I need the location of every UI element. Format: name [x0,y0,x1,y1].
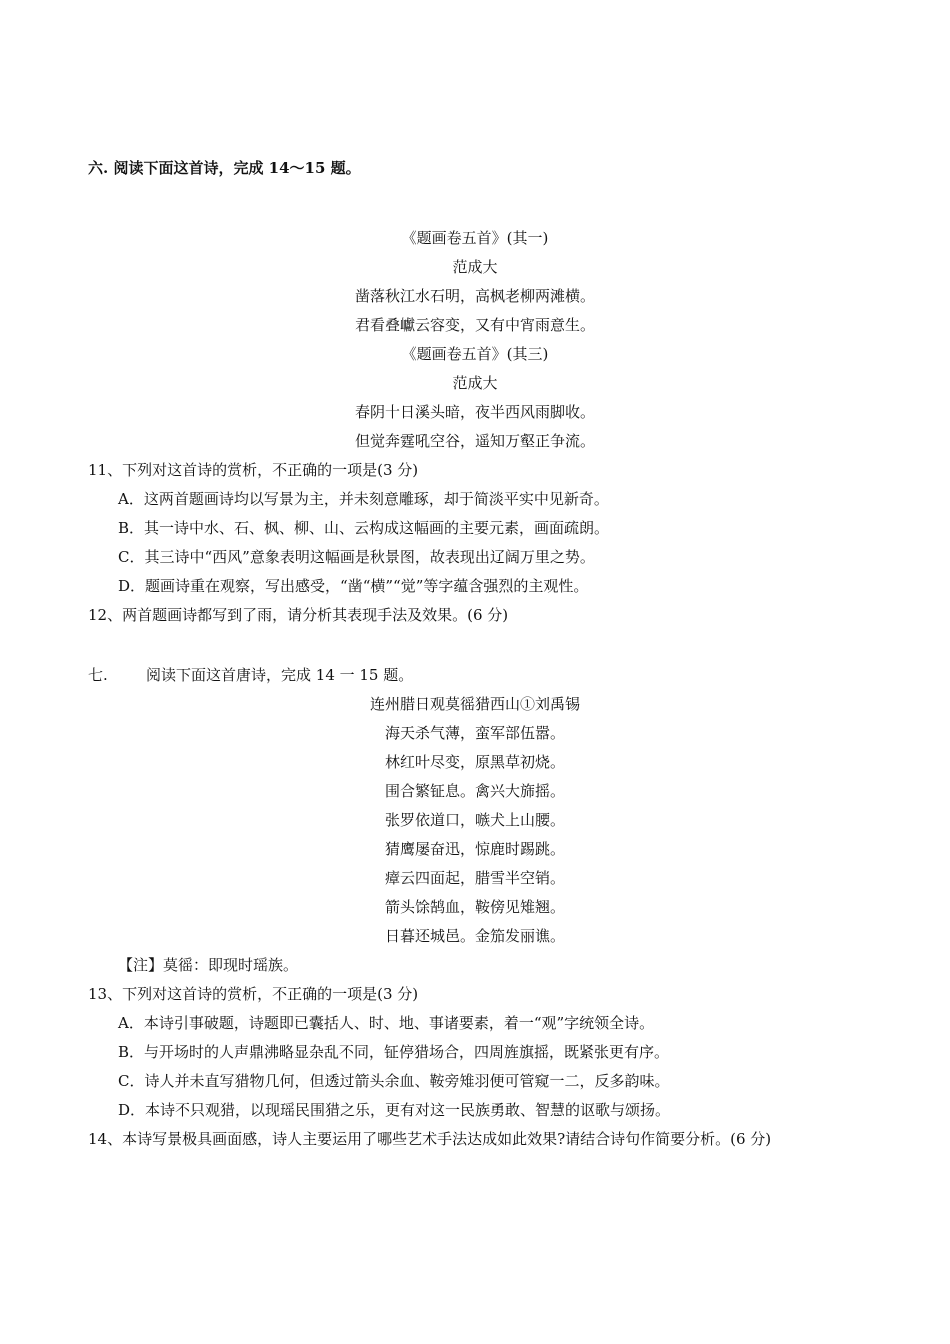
question-13-option-b: B．与开场时的人声鼎沸略显杂乱不同，钲停猎场合，四周旌旗摇，既紧张更有序。 [118,1043,670,1061]
tang-poem-line: 围合繁钲息。禽兴大旆摇。 [384,782,565,800]
poem1-line: 凿落秋江水石明，高枫老柳两滩横。 [354,287,595,305]
poem2-line: 春阴十日溪头暗，夜半西风雨脚收。 [354,403,595,421]
question-12: 12、两首题画诗都写到了雨，请分析其表现手法及效果。(6 分) [88,606,509,624]
question-11-option-d: D．题画诗重在观察，写出感受，“凿“横”“觉”等字蕴含强烈的主观性。 [118,577,589,595]
question-11-option-c: C．其三诗中“西风”意象表明这幅画是秋景图，故表现出辽阔万里之势。 [118,548,595,566]
poem-note: 【注】莫徭：即现时瑶族。 [118,956,299,974]
question-11-option-b: B．其一诗中水、石、枫、柳、山、云构成这幅画的主要元素，画面疏朗。 [118,519,610,537]
question-11-option-a: A．这两首题画诗均以写景为主，并未刻意雕琢，却于简淡平实中见新奇。 [118,490,609,508]
tang-poem-line: 张罗依道口，嗾犬上山腰。 [384,811,565,829]
tang-poem-line: 猜鹰屡奋迅，惊鹿时踢跳。 [384,840,565,858]
poem2-title: 《题画卷五首》(其三) [401,345,549,363]
poem2-author: 范成大 [452,374,498,392]
question-13-stem: 13、下列对这首诗的赏析，不正确的一项是(3 分) [88,985,419,1003]
poem1-line: 君看叠巘云容变，又有中宵雨意生。 [354,316,595,334]
tang-poem-title: 连州腊日观莫徭猎西山①刘禹锡 [369,695,580,713]
tang-poem-line: 海天杀气薄，蛮军部伍嚣。 [384,724,565,742]
poem1-author: 范成大 [452,258,498,276]
question-13-option-c: C．诗人并未直写猎物几何，但透过箭头余血、鞍旁雉羽便可管窥一二，反多韵味。 [118,1072,670,1090]
tang-poem-line: 林红叶尽变，原黑草初烧。 [384,753,565,771]
section-seven-heading [88,665,413,685]
tang-poem-line: 瘴云四面起，腊雪半空销。 [384,869,565,887]
section-seven-heading-text: 阅读下面这首唐诗，完成 14 一 15 题。 [146,666,414,684]
poem2-line: 但觉奔霆吼空谷，遥知万壑正争流。 [354,432,595,450]
question-14: 14、本诗写景极具画面感，诗人主要运用了哪些艺术手法达成如此效果?请结合诗句作简要分析。(6 分) [88,1130,772,1148]
tang-poem-line: 日暮还城邑。金笳发丽谯。 [384,927,565,945]
poem1-title: 《题画卷五首》(其一) [401,229,549,247]
question-11-stem: 11、下列对这首诗的赏析，不正确的一项是(3 分) [88,461,419,479]
section-seven-number: 七. [88,666,108,684]
tang-poem-line: 箭头馀鹄血，鞍傍见雉翘。 [384,898,565,916]
question-13-option-d: D．本诗不只观猎，以现瑶民围猎之乐，更有对这一民族勇敢、智慧的讴歌与颂扬。 [118,1101,671,1119]
question-13-option-a: A．本诗引事破题，诗题即已囊括人、时、地、事诸要素，着一“观”字统领全诗。 [118,1014,655,1032]
section-six-heading: 六. 阅读下面这首诗，完成 14～15 题。 [88,159,361,177]
